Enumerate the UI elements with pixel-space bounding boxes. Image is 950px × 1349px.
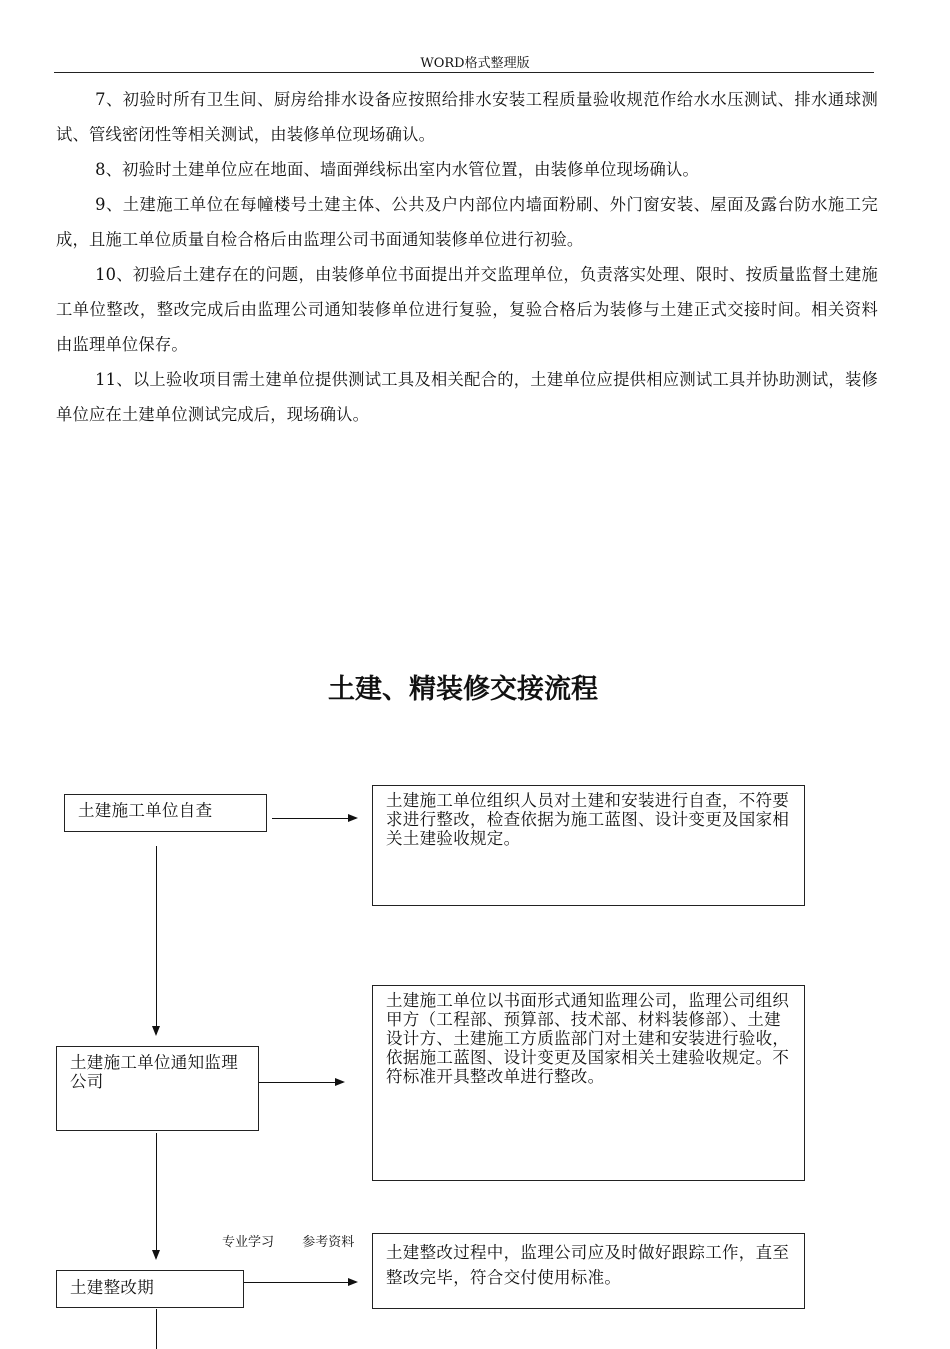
step-box-rectification	[56, 1270, 244, 1308]
arrow-right	[259, 1082, 343, 1083]
step-description: 土建整改过程中，监理公司应及时做好跟踪工作，直至整改完毕，符合交付使用标准。	[386, 1243, 790, 1287]
page-footer	[222, 1235, 354, 1251]
step-label: 土建施工单位自查	[78, 801, 213, 820]
step-description: 土建施工单位以书面形式通知监理公司，监理公司组织甲方（工程部、预算部、技术部、材料装修部）、土建设计方、土建施工方质监部门对土建和安装进行验收，依据施工蓝图、设计变更及国家相关土建验收规定。不符标准开具整改单进行整改。	[386, 991, 790, 1086]
step-label: 土建整改期	[70, 1278, 154, 1297]
footer-left: 专业学习	[222, 1235, 275, 1250]
step-desc-box-rectification	[372, 1233, 805, 1309]
flowchart-title: 土建、精装修交接流程	[328, 674, 598, 705]
page-header: WORD格式整理版	[420, 56, 530, 71]
step-desc-box-notify-supervisor	[372, 985, 805, 1181]
step-box-notify-supervisor	[56, 1046, 259, 1131]
arrow-right	[244, 1282, 356, 1283]
paragraph-11: 11、以上验收项目需土建单位提供测试工具及相关配合的，土建单位应提供相应测试工具并协助测试，装修单位应在土建单位测试完成后，现场确认。	[56, 370, 878, 424]
paragraph-9: 9、土建施工单位在每幢楼号土建主体、公共及户内部位内墙面粉刷、外门窗安装、屋面及露台防水施工完成，且施工单位质量自检合格后由监理公司书面通知装修单位进行初验。	[56, 195, 878, 249]
step-label: 土建施工单位通知监理公司	[70, 1053, 238, 1091]
arrow-right	[272, 818, 356, 819]
paragraph-10: 10、初验后土建存在的问题，由装修单位书面提出并交监理单位，负责落实处理、限时、按质量监督土建施工单位整改，整改完成后由监理公司通知装修单位进行复验，复验合格后为装修与土建正式交接时间。相关资料由监理单位保存。	[56, 265, 878, 354]
connector-line	[156, 1309, 157, 1349]
paragraph-8: 8、初验时土建单位应在地面、墙面弹线标出室内水管位置，由装修单位现场确认。	[95, 160, 699, 179]
header-rule	[54, 72, 874, 73]
step-box-self-check	[64, 794, 267, 832]
paragraph-7: 7、初验时所有卫生间、厨房给排水设备应按照给排水安装工程质量验收规范作给水水压测试、排水通球测试、管线密闭性等相关测试，由装修单位现场确认。	[56, 90, 878, 144]
arrow-down	[156, 1133, 157, 1258]
footer-right: 参考资料	[302, 1235, 355, 1250]
step-desc-box-self-check	[372, 785, 805, 906]
arrow-down	[156, 846, 157, 1034]
step-description: 土建施工单位组织人员对土建和安装进行自查，不符要求进行整改，检查依据为施工蓝图、设计变更及国家相关土建验收规定。	[386, 791, 790, 848]
